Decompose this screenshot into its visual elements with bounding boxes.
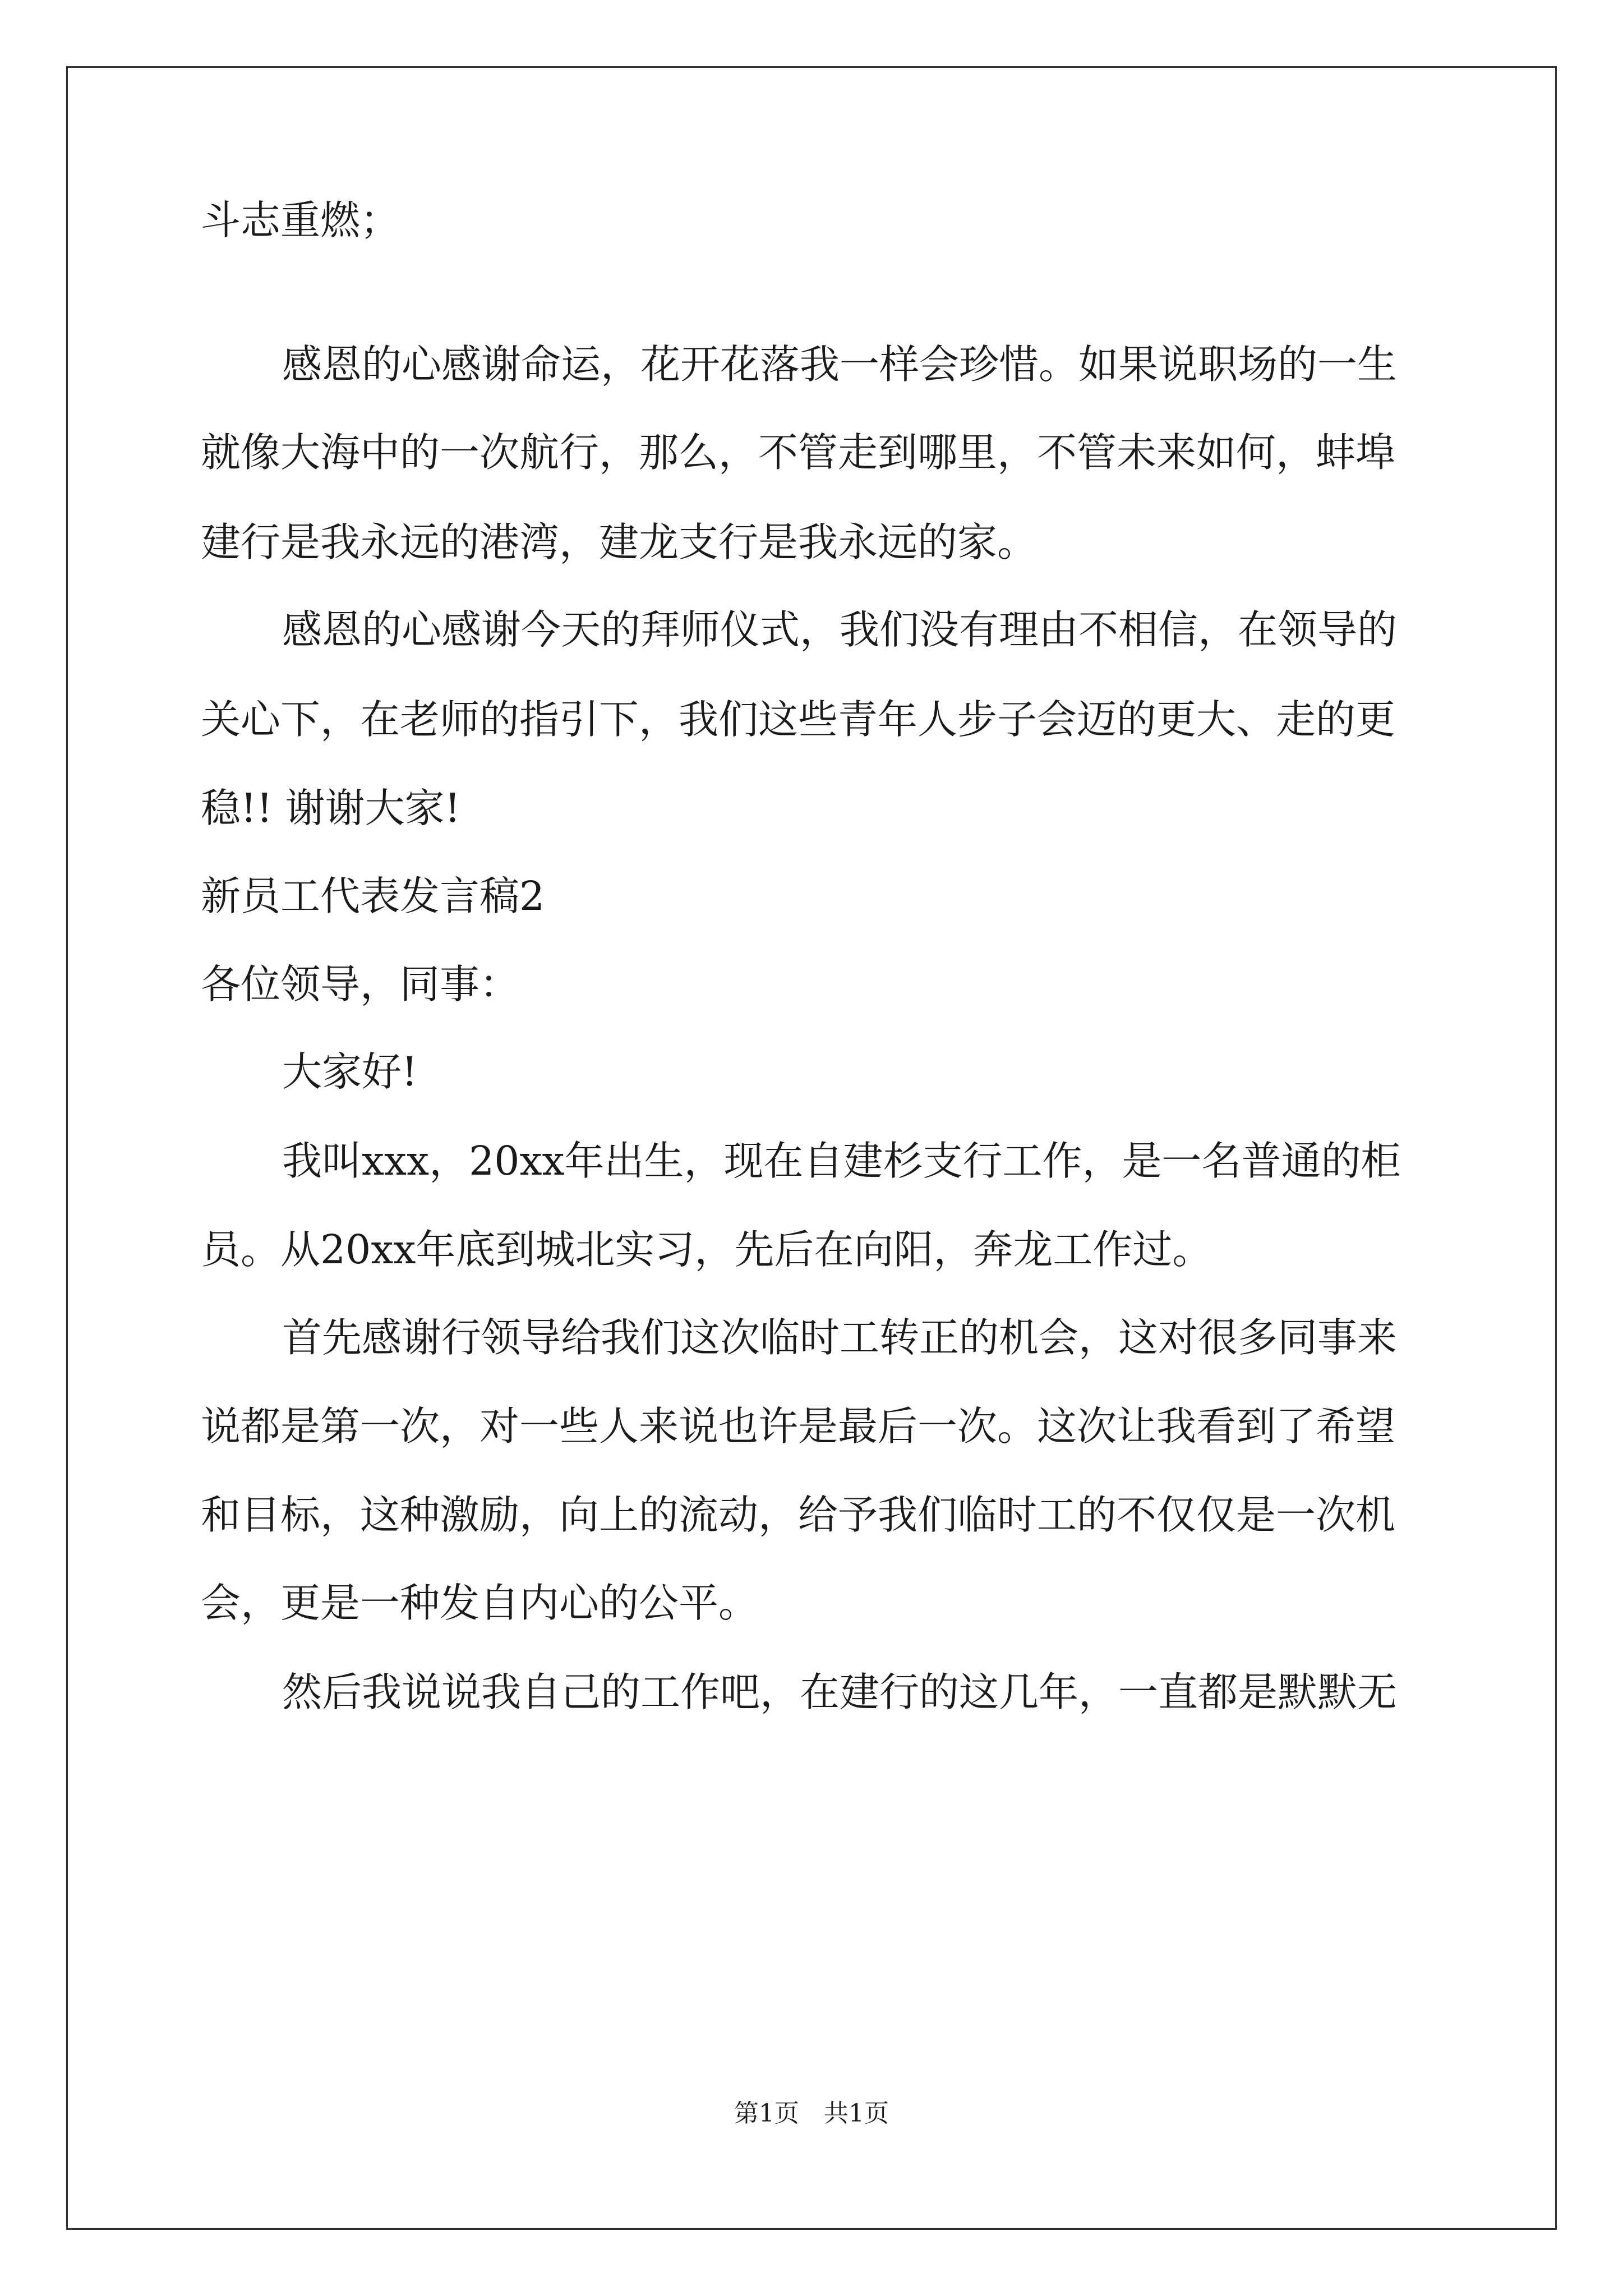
text-line: 然后我说说我自己的工作吧，在建行的这几年，一直都是默默无 — [282, 1669, 1398, 1715]
text-line: 感恩的心感谢今天的拜师仪式，我们没有理由不相信，在领导的 — [282, 606, 1398, 653]
text-line: 会，更是一种发自内心的公平。 — [201, 1580, 759, 1626]
text-line: 感恩的心感谢命运，花开花落我一样会珍惜。如果说职场的一生 — [282, 341, 1398, 388]
salutation: 各位领导，同事： — [201, 961, 520, 1007]
text-line: 关心下，在老师的指引下，我们这些青年人步子会迈的更大、走的更 — [201, 696, 1396, 743]
page-number-footer: 第1页 共1页 — [734, 2099, 889, 2128]
text-line: 我叫xxx，20xx年出生，现在自建杉支行工作，是一名普通的柜 — [282, 1138, 1401, 1184]
text-line: 首先感谢行领导给我们这次临时工转正的机会，这对很多同事来 — [282, 1314, 1398, 1361]
section-heading: 新员工代表发言稿2 — [201, 873, 545, 919]
text-line: 就像大海中的一次航行，那么，不管走到哪里，不管未来如何，蚌埠 — [201, 429, 1396, 476]
text-line: 斗志重燃； — [201, 197, 400, 243]
text-line: 员。从20xx年底到城北实习，先后在向阳，奔龙工作过。 — [201, 1226, 1212, 1273]
text-line: 说都是第一次，对一些人来说也许是最后一次。这次让我看到了希望 — [201, 1403, 1396, 1450]
greeting: 大家好! — [282, 1048, 418, 1095]
text-line: 建行是我永远的港湾，建龙支行是我永远的家。 — [201, 519, 1038, 565]
text-line: 和目标，这种激励，向上的流动，给予我们临时工的不仅仅是一次机 — [201, 1492, 1396, 1538]
text-line: 稳!! 谢谢大家! — [201, 785, 461, 831]
